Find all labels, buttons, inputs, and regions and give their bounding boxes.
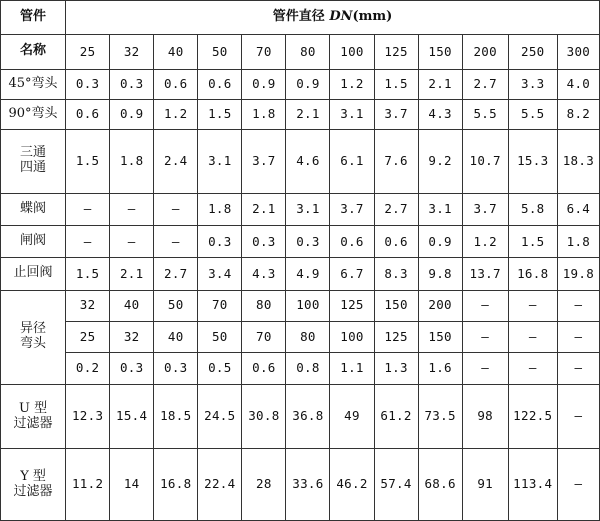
diameter-header-cell: 125	[374, 35, 418, 69]
value-cell: 100	[330, 321, 374, 352]
value-cell: 5.5	[508, 99, 557, 129]
diameter-header-cell: 70	[242, 35, 286, 69]
value-cell: 22.4	[198, 449, 242, 521]
row-u-filter	[1, 384, 600, 448]
value-cell: —	[557, 321, 599, 352]
row-label	[1, 129, 66, 193]
value-cell: —	[557, 384, 599, 448]
value-cell: 13.7	[462, 258, 508, 290]
diameter-header-cell: 25	[66, 35, 110, 69]
value-cell: 9.8	[418, 258, 462, 290]
value-cell: 1.5	[66, 258, 110, 290]
value-cell: 15.3	[508, 129, 557, 193]
value-cell: 0.9	[242, 69, 286, 99]
value-cell: 1.2	[462, 226, 508, 258]
value-cell: 1.8	[110, 129, 154, 193]
value-cell: 70	[198, 290, 242, 321]
value-cell: 3.7	[462, 194, 508, 226]
value-cell: 0.6	[198, 69, 242, 99]
value-cell: 0.9	[418, 226, 462, 258]
row-label-line1: 三通	[20, 145, 47, 161]
value-cell: 150	[418, 321, 462, 352]
value-cell: 98	[462, 384, 508, 448]
diameter-header-cell: 40	[154, 35, 198, 69]
value-cell: —	[462, 290, 508, 321]
value-cell: 40	[110, 290, 154, 321]
value-cell: 1.5	[66, 129, 110, 193]
row-label-line1: U 型	[19, 400, 48, 416]
value-cell: 4.3	[418, 99, 462, 129]
title-dn: DN	[329, 9, 353, 25]
value-cell: 19.8	[557, 258, 599, 290]
header-row-title	[1, 1, 600, 35]
value-cell: 2.7	[374, 194, 418, 226]
value-cell: 18.3	[557, 129, 599, 193]
value-cell: 80	[242, 290, 286, 321]
value-cell: 33.6	[286, 449, 330, 521]
value-cell: 68.6	[418, 449, 462, 521]
corner-cell-bottom	[1, 35, 66, 69]
value-cell: 3.1	[330, 99, 374, 129]
table-title	[66, 1, 600, 35]
title-prefix: 管件直径	[272, 9, 330, 25]
value-cell: 1.5	[198, 99, 242, 129]
row-elbow90	[1, 99, 600, 129]
header-row-diameters	[1, 35, 600, 69]
row-label: 蝶阀	[1, 194, 66, 226]
value-cell: 3.3	[508, 69, 557, 99]
value-cell: 12.3	[66, 384, 110, 448]
value-cell: —	[66, 194, 110, 226]
title-unit: (mm)	[352, 9, 393, 25]
value-cell: 3.4	[198, 258, 242, 290]
value-cell: 91	[462, 449, 508, 521]
value-cell: 3.1	[418, 194, 462, 226]
diameter-header-cell: 300	[557, 35, 599, 69]
value-cell: 24.5	[198, 384, 242, 448]
diameter-header-cell: 80	[286, 35, 330, 69]
row-label	[1, 290, 66, 384]
value-cell: 6.1	[330, 129, 374, 193]
value-cell: 50	[198, 321, 242, 352]
value-cell: 5.5	[462, 99, 508, 129]
value-cell: 15.4	[110, 384, 154, 448]
row-y-filter	[1, 449, 600, 521]
row-label: 90°弯头	[1, 99, 66, 129]
value-cell: 0.9	[110, 99, 154, 129]
row-label: 止回阀	[1, 258, 66, 290]
value-cell: 25	[66, 321, 110, 352]
row-label-line2: 四通	[20, 160, 47, 176]
value-cell: 0.3	[154, 352, 198, 384]
value-cell: —	[66, 226, 110, 258]
value-cell: —	[508, 290, 557, 321]
value-cell: 18.5	[154, 384, 198, 448]
value-cell: 1.5	[508, 226, 557, 258]
row-label-line2: 弯头	[20, 336, 47, 352]
value-cell: 3.7	[330, 194, 374, 226]
value-cell: 1.2	[154, 99, 198, 129]
value-cell: 100	[286, 290, 330, 321]
value-cell: 8.3	[374, 258, 418, 290]
value-cell: 0.3	[198, 226, 242, 258]
row-elbow45	[1, 69, 600, 99]
value-cell: 4.3	[242, 258, 286, 290]
row-reducer-3	[1, 352, 600, 384]
value-cell: 150	[374, 290, 418, 321]
row-check-valve	[1, 258, 600, 290]
value-cell: 5.8	[508, 194, 557, 226]
value-cell: 70	[242, 321, 286, 352]
value-cell: 3.1	[286, 194, 330, 226]
value-cell: 3.7	[374, 99, 418, 129]
row-reducer-2	[1, 321, 600, 352]
value-cell: 125	[330, 290, 374, 321]
value-cell: 7.6	[374, 129, 418, 193]
value-cell: —	[462, 321, 508, 352]
value-cell: 0.6	[154, 69, 198, 99]
value-cell: 0.8	[286, 352, 330, 384]
value-cell: 1.1	[330, 352, 374, 384]
value-cell: 0.3	[66, 69, 110, 99]
value-cell: 4.9	[286, 258, 330, 290]
value-cell: —	[154, 194, 198, 226]
diameter-header-cell: 250	[508, 35, 557, 69]
value-cell: 200	[418, 290, 462, 321]
value-cell: 11.2	[66, 449, 110, 521]
row-label-line1: 异径	[20, 321, 47, 337]
value-cell: 2.7	[462, 69, 508, 99]
row-label: 45°弯头	[1, 69, 66, 99]
value-cell: 50	[154, 290, 198, 321]
value-cell: 10.7	[462, 129, 508, 193]
value-cell: 0.2	[66, 352, 110, 384]
value-cell: 6.7	[330, 258, 374, 290]
value-cell: 2.4	[154, 129, 198, 193]
value-cell: —	[462, 352, 508, 384]
value-cell: 0.3	[110, 69, 154, 99]
value-cell: 1.6	[418, 352, 462, 384]
value-cell: 3.1	[198, 129, 242, 193]
diameter-header-cell: 150	[418, 35, 462, 69]
value-cell: 61.2	[374, 384, 418, 448]
corner-cell-top	[1, 1, 66, 35]
value-cell: 80	[286, 321, 330, 352]
value-cell: 32	[110, 321, 154, 352]
value-cell: 2.1	[110, 258, 154, 290]
value-cell: 32	[66, 290, 110, 321]
value-cell: —	[508, 352, 557, 384]
value-cell: 1.8	[198, 194, 242, 226]
value-cell: 0.5	[198, 352, 242, 384]
row-label	[1, 449, 66, 521]
row-label-line2: 过滤器	[13, 415, 53, 431]
diameter-header-cell: 32	[110, 35, 154, 69]
row-reducer-1	[1, 290, 600, 321]
value-cell: 0.9	[286, 69, 330, 99]
diameter-header-cell: 50	[198, 35, 242, 69]
value-cell: 1.8	[557, 226, 599, 258]
row-label-line1: Y 型	[20, 468, 46, 484]
value-cell: 1.2	[330, 69, 374, 99]
corner-label-name: 名称	[20, 43, 47, 59]
value-cell: 3.7	[242, 129, 286, 193]
row-label-line2: 过滤器	[13, 483, 53, 499]
value-cell: 1.5	[374, 69, 418, 99]
value-cell: —	[154, 226, 198, 258]
row-tee	[1, 129, 600, 193]
value-cell: 8.2	[557, 99, 599, 129]
value-cell: 73.5	[418, 384, 462, 448]
row-gate-valve	[1, 226, 600, 258]
value-cell: 46.2	[330, 449, 374, 521]
row-label: 闸阀	[1, 226, 66, 258]
value-cell: 28	[242, 449, 286, 521]
value-cell: 57.4	[374, 449, 418, 521]
value-cell: 0.6	[330, 226, 374, 258]
value-cell: 4.0	[557, 69, 599, 99]
value-cell: 0.3	[286, 226, 330, 258]
value-cell: —	[508, 321, 557, 352]
diameter-header-cell: 100	[330, 35, 374, 69]
value-cell: 1.3	[374, 352, 418, 384]
value-cell: 0.3	[242, 226, 286, 258]
value-cell: 40	[154, 321, 198, 352]
value-cell: 2.1	[286, 99, 330, 129]
diameter-header-cell: 200	[462, 35, 508, 69]
value-cell: 0.6	[66, 99, 110, 129]
value-cell: —	[557, 449, 599, 521]
row-label	[1, 384, 66, 448]
value-cell: 49	[330, 384, 374, 448]
row-butterfly-valve	[1, 194, 600, 226]
value-cell: 30.8	[242, 384, 286, 448]
value-cell: 0.6	[242, 352, 286, 384]
value-cell: —	[110, 194, 154, 226]
value-cell: 2.7	[154, 258, 198, 290]
value-cell: 122.5	[508, 384, 557, 448]
value-cell: 1.8	[242, 99, 286, 129]
value-cell: 0.3	[110, 352, 154, 384]
value-cell: 0.6	[374, 226, 418, 258]
value-cell: 113.4	[508, 449, 557, 521]
value-cell: 36.8	[286, 384, 330, 448]
value-cell: 16.8	[154, 449, 198, 521]
value-cell: 6.4	[557, 194, 599, 226]
value-cell: 125	[374, 321, 418, 352]
value-cell: 16.8	[508, 258, 557, 290]
value-cell: 2.1	[418, 69, 462, 99]
value-cell: 4.6	[286, 129, 330, 193]
value-cell: —	[110, 226, 154, 258]
value-cell: 14	[110, 449, 154, 521]
value-cell: —	[557, 352, 599, 384]
corner-label-fitting: 管件	[20, 9, 47, 25]
value-cell: 2.1	[242, 194, 286, 226]
value-cell: —	[557, 290, 599, 321]
value-cell: 9.2	[418, 129, 462, 193]
